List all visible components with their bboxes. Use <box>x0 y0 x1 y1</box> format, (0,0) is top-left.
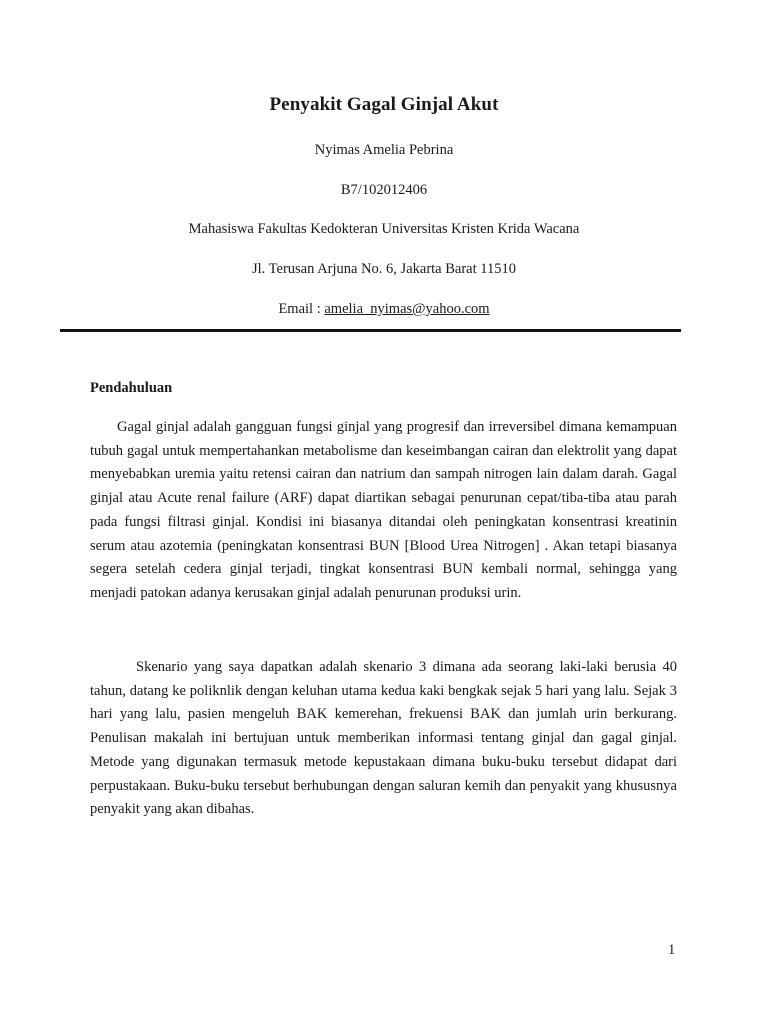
email-line <box>0 301 768 318</box>
document-title: Penyakit Gagal Ginjal Akut <box>269 94 499 115</box>
page-number: 1 <box>668 942 676 958</box>
student-id: B7/102012406 <box>340 182 428 198</box>
header-divider <box>60 329 681 332</box>
address: Jl. Terusan Arjuna No. 6, Jakarta Barat 11510 <box>252 261 516 277</box>
author-name: Nyimas Amelia Pebrina <box>314 142 454 158</box>
paragraph-2: Skenario yang saya dapatkan adalah skenario 3 dimana ada seorang laki-laki berusia 40 tahun, datang ke poliknlik dengan keluhan utama kedua kaki bengkak sejak 5 hari yang lalu. Sejak 3 hari yang lalu, pasien mengeluh BAK kemerehan, frekuensi BAK dan jumlah urin berkurang. Penulisan makalah ini bertujuan untuk memberikan informasi tentang ginjal dan gagal ginjal. Metode yang digunakan termasuk metode kepustakaan dimana buku-buku tersebut didapat dari perpustakaan. Buku-buku tersebut berhubungan dengan saluran kemih dan penyakit yang khususnya penyakit yang akan dibahas. <box>90 659 677 818</box>
paragraph-1: Gagal ginjal adalah gangguan fungsi ginjal yang progresif dan irreversibel dimana kemampuan tubuh gagal untuk mempertahankan metabolisme dan keseimbangan cairan dan elektrolit yang dapat menyebabkan uremia yaitu retensi cairan dan natrium dan sampah nitrogen lain dalam darah. Gagal ginjal atau Acute renal failure (ARF) dapat diartikan sebagai penurunan cepat/tiba-tiba atau parah pada fungsi filtrasi ginjal. Kondisi ini biasanya ditandai oleh peningkatan konsentrasi kreatinin serum atau azotemia (peningkatan konsentrasi BUN [Blood Urea Nitrogen] . Akan tetapi biasanya segera setelah cedera ginjal terjadi, tingkat konsentrasi BUN kembali normal, sehingga yang menjadi patokan adanya kerusakan ginjal adalah penurunan produksi urin. <box>90 419 677 601</box>
affiliation: Mahasiswa Fakultas Kedokteran Universitas Kristen Krida Wacana <box>188 221 580 237</box>
section-heading: Pendahuluan <box>90 380 173 396</box>
email-label: Email : <box>278 301 325 317</box>
email-link[interactable]: amelia_nyimas@yahoo.com <box>324 301 490 317</box>
